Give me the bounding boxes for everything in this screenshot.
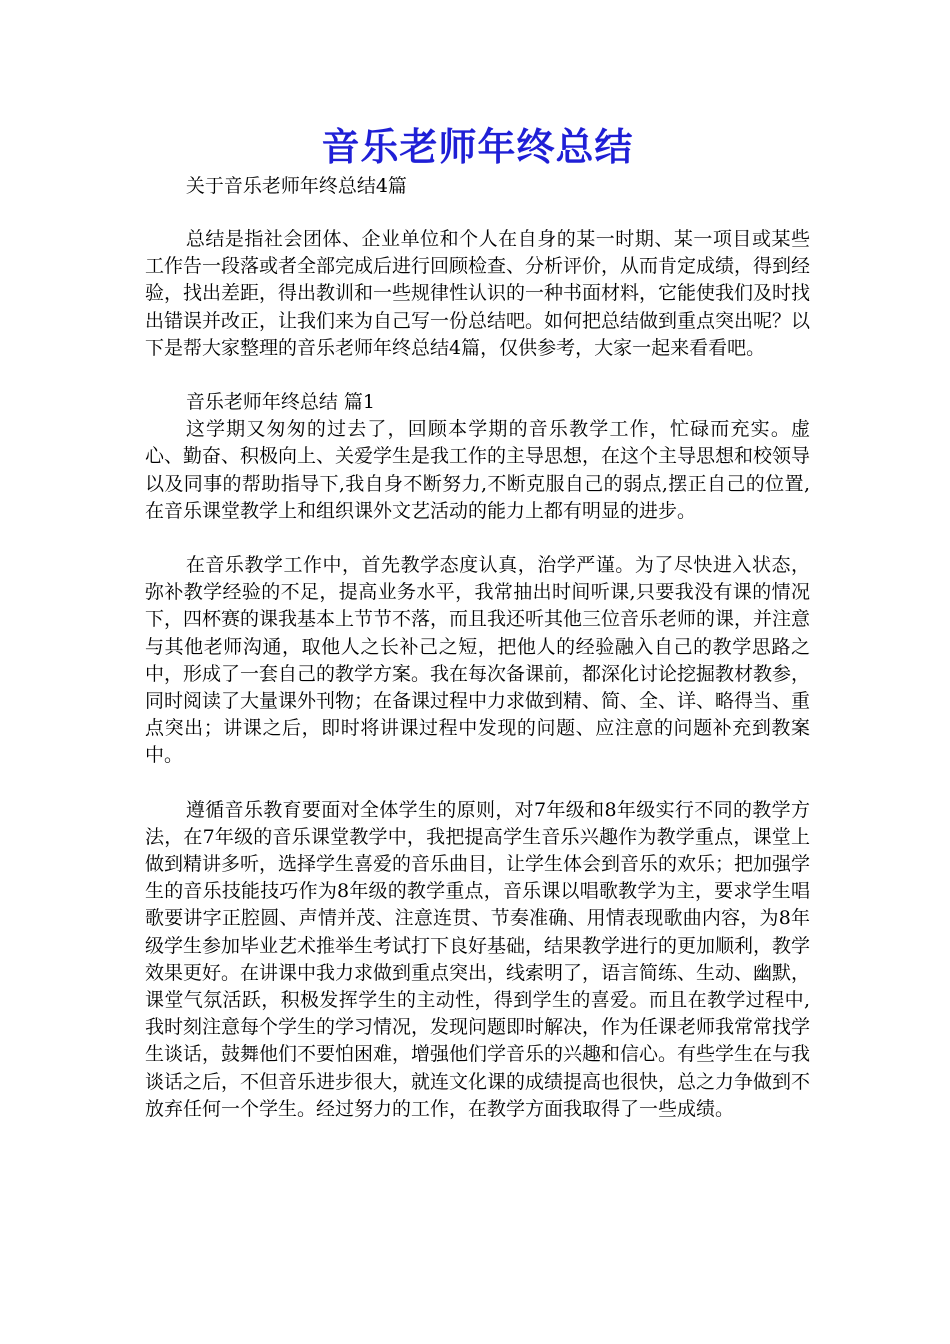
body-paragraph-1: 这学期又匆匆的过去了，回顾本学期的音乐教学工作，忙碌而充实。虚心、勤奋、积极向上、关爱学生是我工作的主导思想，在这个主导思想和校领导以及同事的帮助指导下,我自身不断努力,不断克服自己的弱点,摆正自己的位置,在音乐课堂教学上和组织课外文艺活动的能力上都有明显的进步。	[145, 418, 811, 522]
intro-paragraph: 总结是指社会团体、企业单位和个人在自身的某一时期、某一项目或某些工作告一段落或者全部完成后进行回顾检查、分析评价，从而肯定成绩，得到经验，找出差距，得出教训和一些规律性认识的一种书面材料，它能使我们及时找出错误并改正，让我们来为自己写一份总结吧。如何把总结做到重点突出呢？以下是帮大家整理的音乐老师年终总结4篇，仅供参考，大家一起来看看吧。	[145, 228, 811, 359]
document-subtitle: 关于音乐老师年终总结4篇	[185, 175, 407, 197]
body-paragraph-3: 遵循音乐教育要面对全体学生的原则，对7年级和8年级实行不同的教学方法，在7年级的音乐课堂教学中，我把提高学生音乐兴趣作为教学重点，课堂上做到精讲多听，选择学生喜爱的音乐曲目，让学生体会到音乐的欢乐；把加强学生的音乐技能技巧作为8年级的教学重点，音乐课以唱歌教学为主，要求学生唱歌要讲字正腔圆、声情并茂、注意连贯、节奏准确、用情表现歌曲内容，为8年级学生参加毕业艺术推举生考试打下良好基础，结果教学进行的更加顺利，教学效果更好。在讲课中我力求做到重点突出，线索明了，语言简练、生动、幽默，课堂气氛活跃，积极发挥学生的主动性，得到学生的喜爱。而且在教学过程中,我时刻注意每个学生的学习情况，发现问题即时解决，作为任课老师我常常找学生谈话，鼓舞他们不要怕困难，增强他们学音乐的兴趣和信心。有些学生在与我谈话之后，不但音乐进步很大，就连文化课的成绩提高也很快，总之力争做到不放弃任何一个学生。经过努力的工作，在教学方面我取得了一些成绩。	[145, 798, 811, 1120]
section-heading: 音乐老师年终总结 篇1	[185, 391, 375, 414]
document-page	[145, 122, 810, 1150]
document-title: 音乐老师年终总结	[321, 124, 634, 169]
body-paragraph-2: 在音乐教学工作中，首先教学态度认真，治学严谨。为了尽快进入状态，弥补教学经验的不足，提高业务水平，我常抽出时间听课,只要我没有课的情况下，四杯赛的课我基本上节节不落，而且我还听其他三位音乐老师的课，并注意与其他老师沟通，取他人之长补己之短，把他人的经验融入自己的教学思路之中，形成了一套自己的教学方案。我在每次备课前，都深化讨论挖掘教材教参，同时阅读了大量课外刊物；在备课过程中力求做到精、简、全、详、略得当、重点突出；讲课之后，即时将讲课过程中发现的问题、应注意的问题补充到教案中。	[145, 554, 811, 767]
